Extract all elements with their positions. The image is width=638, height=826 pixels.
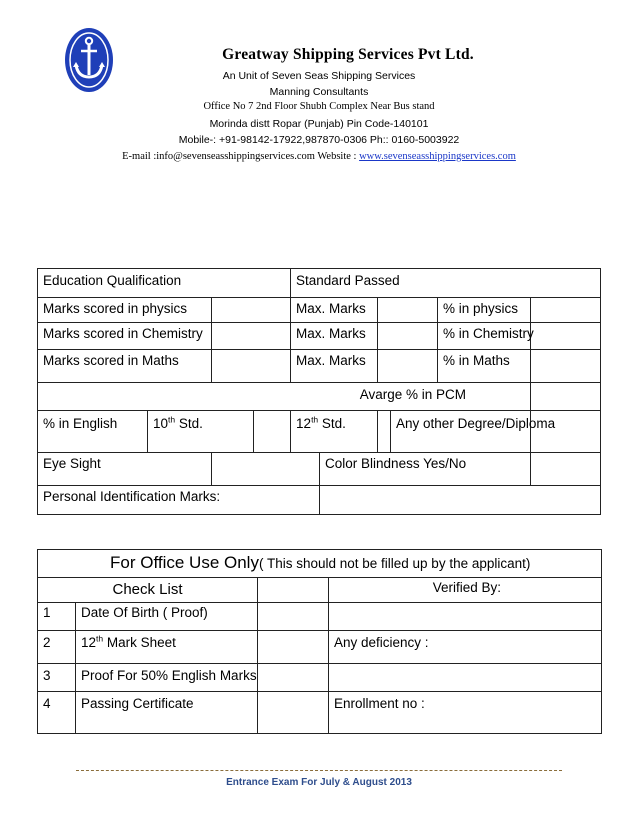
checklist-item-dob: Date Of Birth ( Proof) — [76, 603, 258, 631]
website-link[interactable]: www.sevenseasshippingservices.com — [359, 151, 516, 162]
avg-pcm-label: Avarge % in PCM — [38, 383, 531, 411]
max-marks-label: Max. Marks — [291, 323, 378, 350]
row-number: 3 — [38, 664, 76, 692]
pct-maths-field[interactable] — [531, 350, 601, 383]
chemistry-marks-field[interactable] — [212, 323, 291, 350]
education-table — [37, 268, 601, 515]
color-blindness-field[interactable] — [531, 453, 601, 486]
eye-sight-label: Eye Sight — [38, 453, 212, 486]
table-row — [38, 298, 601, 323]
check-list-label: Check List — [38, 578, 258, 603]
address-line: Office No 7 2nd Floor Shubh Complex Near Bus stand — [203, 101, 435, 112]
enrollment-no-label: Enrollment no : — [329, 692, 602, 734]
table-row — [38, 578, 602, 603]
maths-label: Marks scored in Maths — [38, 350, 212, 383]
table-row — [38, 664, 602, 692]
row-number: 1 — [38, 603, 76, 631]
table-row — [38, 631, 602, 664]
pct-chemistry-field[interactable] — [531, 323, 601, 350]
identification-marks-label: Personal Identification Marks: — [38, 486, 320, 515]
identification-marks-field[interactable] — [320, 486, 601, 515]
eye-sight-field[interactable] — [212, 453, 320, 486]
company-name: Greatway Shipping Services Pvt Ltd. — [222, 46, 474, 63]
tenth-std-field[interactable] — [254, 411, 291, 453]
chemistry-max-field[interactable] — [378, 323, 438, 350]
verified-by-label: Verified By: — [329, 578, 602, 603]
other-degree-label: Any other Degree/Diploma — [391, 411, 531, 453]
twelfth-std-field[interactable] — [378, 411, 391, 453]
table-row — [38, 269, 601, 298]
maths-marks-field[interactable] — [212, 350, 291, 383]
tenth-std-label: 10th Std. — [148, 411, 254, 453]
table-row — [38, 692, 602, 734]
table-row — [38, 550, 602, 578]
contact-line — [0, 151, 638, 162]
checklist-check-passing[interactable] — [258, 692, 329, 734]
pct-chemistry-label: % in Chemistry — [438, 323, 531, 350]
standard-passed-label: Standard Passed — [291, 269, 601, 298]
any-deficiency-label: Any deficiency : — [329, 631, 602, 664]
education-qualification-label: Education Qualification — [38, 269, 291, 298]
table-row — [38, 383, 601, 411]
checklist-verify-english[interactable] — [329, 664, 602, 692]
table-row — [38, 411, 601, 453]
pct-physics-field[interactable] — [531, 298, 601, 323]
row-number: 2 — [38, 631, 76, 664]
office-use-table — [37, 549, 602, 734]
table-row — [38, 350, 601, 383]
checklist-check-dob[interactable] — [258, 603, 329, 631]
email-text: E-mail :info@sevenseasshippingservices.com Website : — [122, 151, 360, 162]
checklist-item-marksheet: 12th Mark Sheet — [76, 631, 258, 664]
table-row — [38, 323, 601, 350]
row-number: 4 — [38, 692, 76, 734]
role-line: Manning Consultants — [269, 86, 369, 98]
physics-max-field[interactable] — [378, 298, 438, 323]
checklist-check-marksheet[interactable] — [258, 631, 329, 664]
max-marks-label: Max. Marks — [291, 298, 378, 323]
physics-label: Marks scored in physics — [38, 298, 212, 323]
table-row — [38, 603, 602, 631]
empty-cell — [258, 578, 329, 603]
max-marks-label: Max. Marks — [291, 350, 378, 383]
office-use-note: ( This should not be filled up by the applicant) — [258, 556, 531, 571]
pct-physics-label: % in physics — [438, 298, 531, 323]
office-use-header — [38, 550, 602, 578]
checklist-item-english: Proof For 50% English Marks — [76, 664, 258, 692]
avg-pcm-field[interactable] — [531, 383, 601, 411]
pct-english-label: % in English — [38, 411, 148, 453]
office-use-title: For Office Use Only — [110, 553, 259, 572]
color-blindness-label: Color Blindness Yes/No — [320, 453, 531, 486]
district-line: Morinda distt Ropar (Punjab) Pin Code-140101 — [209, 118, 429, 130]
physics-marks-field[interactable] — [212, 298, 291, 323]
checklist-verify-dob[interactable] — [329, 603, 602, 631]
table-row — [38, 486, 601, 515]
footer-divider — [76, 770, 562, 771]
mobile-line: Mobile-: +91-98142-17922,987870-0306 Ph:: 0160-5003922 — [178, 134, 460, 146]
footer-text: Entrance Exam For July & August 2013 — [226, 777, 412, 788]
twelfth-std-label: 12th Std. — [291, 411, 378, 453]
checklist-check-english[interactable] — [258, 664, 329, 692]
unit-line: An Unit of Seven Seas Shipping Services — [222, 70, 416, 82]
checklist-item-passing-certificate: Passing Certificate — [76, 692, 258, 734]
maths-max-field[interactable] — [378, 350, 438, 383]
chemistry-label: Marks scored in Chemistry — [38, 323, 212, 350]
pct-maths-label: % in Maths — [438, 350, 531, 383]
table-row — [38, 453, 601, 486]
